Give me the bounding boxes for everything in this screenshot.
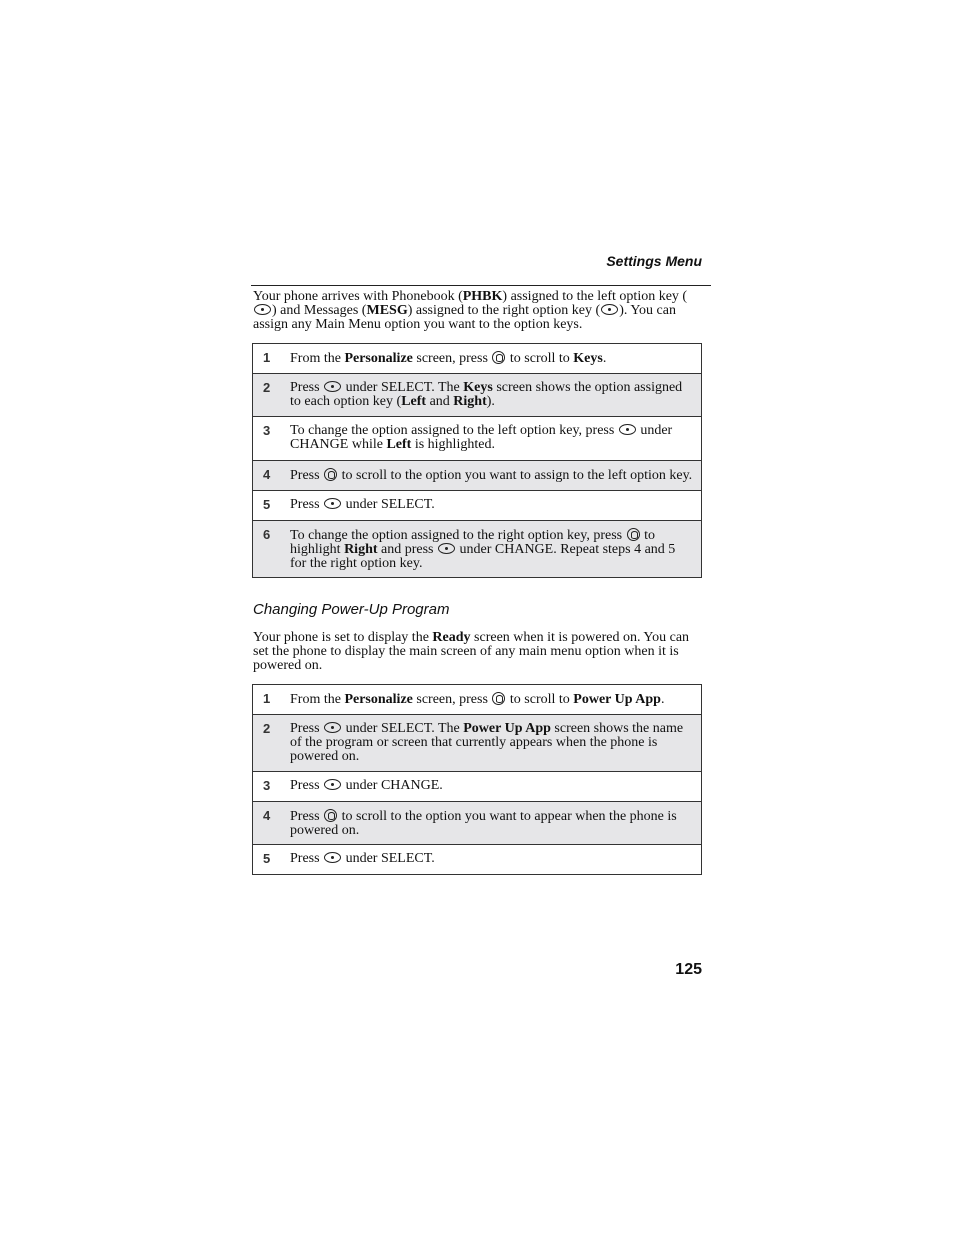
step-text — [290, 528, 695, 571]
running-header: Settings Menu — [606, 253, 702, 269]
text-run: Press — [290, 721, 324, 736]
text-run: From the — [290, 351, 345, 366]
text-run: under CHANGE. Repeat steps 4 and 5 for the right option key. — [290, 542, 676, 571]
step-number: 3 — [263, 423, 271, 438]
step-number: 2 — [263, 380, 271, 395]
table-row — [253, 772, 702, 802]
text-run: and — [426, 394, 454, 409]
step-number: 1 — [263, 691, 271, 706]
table-row — [253, 715, 702, 772]
step-number: 5 — [263, 497, 271, 512]
intro-text-1: Your phone arrives with Phonebook ( — [253, 289, 463, 304]
step-cell — [253, 715, 702, 772]
step-cell — [253, 344, 702, 374]
step-cell — [253, 685, 702, 715]
step-cell — [253, 491, 702, 521]
step-cell — [253, 845, 702, 875]
text-run: Press — [290, 809, 324, 824]
bold-run: Right — [453, 394, 487, 409]
step-number: 2 — [263, 721, 271, 736]
power-up-steps-table — [252, 684, 702, 875]
step-number: 4 — [263, 808, 271, 823]
bold-run: Ready — [432, 630, 471, 645]
text-run: screen, press — [412, 351, 492, 366]
intro-text-3: ) and Messages ( — [272, 303, 367, 318]
text-run: to scroll to the option you want to assign to the left option key. — [338, 468, 693, 483]
text-run: screen shows the name of the program or screen that currently appears when the phone is powered on. — [290, 721, 684, 764]
table-row — [253, 491, 702, 521]
option-key-icon — [324, 498, 341, 509]
table-row — [253, 802, 702, 845]
step-cell — [253, 802, 702, 845]
navigation-key-icon — [627, 528, 640, 541]
text-run: Your phone is set to display the — [253, 630, 433, 645]
table-row — [253, 685, 702, 715]
bold-run: Power Up App — [573, 692, 661, 707]
text-run: to scroll to — [506, 692, 574, 707]
text-run: is highlighted. — [411, 437, 495, 452]
text-run: To change the option assigned to the left option key, press — [290, 423, 618, 438]
text-run: From the — [290, 692, 345, 707]
text-run: to scroll to — [506, 351, 574, 366]
step-cell — [253, 772, 702, 802]
text-run: ). — [486, 394, 495, 409]
bold-run: Personalize — [344, 351, 413, 366]
text-run: under CHANGE while — [290, 423, 673, 452]
text-run: screen, press — [412, 692, 492, 707]
text-run: under SELECT. — [342, 497, 435, 512]
text-run: under CHANGE. — [342, 778, 443, 793]
intro-text-5: ). You can assign any Main Menu option you want to the option keys. — [253, 303, 676, 332]
step-number: 4 — [263, 467, 271, 482]
bold-run: Right — [344, 542, 378, 557]
bold-run: Left — [386, 437, 412, 452]
table-row — [253, 374, 702, 417]
text-run: to scroll to the option you want to appear when the phone is powered on. — [290, 809, 677, 838]
step-cell — [253, 521, 702, 578]
text-run: Press — [290, 468, 324, 483]
intro-bold-phbk: PHBK — [462, 289, 503, 304]
step-text — [290, 468, 692, 483]
step-text — [290, 498, 435, 512]
option-key-icon — [324, 381, 341, 392]
header-rule — [251, 285, 711, 286]
table-row — [253, 521, 702, 578]
text-run: To change the option assigned to the right option key, press — [290, 528, 626, 543]
option-key-icon — [619, 424, 636, 435]
table-row — [253, 461, 702, 491]
step-text — [290, 722, 695, 764]
table-row — [253, 845, 702, 875]
navigation-key-icon — [324, 468, 337, 481]
step-cell — [253, 417, 702, 461]
text-run: Press — [290, 497, 324, 512]
option-key-icon — [601, 304, 618, 315]
step-text — [290, 692, 664, 707]
step-number: 1 — [263, 350, 271, 365]
text-run: Press — [290, 851, 324, 866]
step-number: 5 — [263, 851, 271, 866]
step-text — [290, 809, 695, 838]
bold-run: Keys — [463, 380, 493, 395]
text-run: and press — [377, 542, 438, 557]
option-key-icon — [438, 543, 455, 554]
power-up-paragraph — [253, 631, 701, 673]
table-row — [253, 417, 702, 461]
bold-run: Power Up App — [463, 721, 551, 736]
text-run: screen when it is powered on. You can set the phone to display the main screen of any main menu option when it is powered on. — [253, 630, 690, 673]
text-run: under SELECT. The — [342, 380, 464, 395]
text-run: screen shows the option assigned to each option key ( — [290, 380, 683, 409]
text-run: to highlight — [290, 528, 655, 557]
option-key-icon — [324, 722, 341, 733]
navigation-key-icon — [492, 351, 505, 364]
text-run: . — [602, 351, 607, 366]
bold-run: Left — [401, 394, 427, 409]
step-text — [290, 424, 695, 452]
keys-steps-table — [252, 343, 702, 578]
intro-text-4: ) assigned to the right option key ( — [407, 303, 601, 318]
text-run: Press — [290, 778, 324, 793]
navigation-key-icon — [492, 692, 505, 705]
text-run: Press — [290, 380, 324, 395]
option-key-icon — [324, 779, 341, 790]
step-number: 3 — [263, 778, 271, 793]
step-cell — [253, 374, 702, 417]
text-run: under SELECT. — [342, 851, 435, 866]
step-text — [290, 351, 606, 366]
bold-run: Keys — [573, 351, 603, 366]
intro-text-2: ) assigned to the left option key ( — [502, 289, 688, 304]
table-row — [253, 344, 702, 374]
section-heading: Changing Power-Up Program — [253, 601, 450, 618]
option-key-icon — [324, 852, 341, 863]
text-run: . — [660, 692, 665, 707]
navigation-key-icon — [324, 809, 337, 822]
option-key-icon — [254, 304, 271, 315]
step-text — [290, 381, 695, 409]
step-number: 6 — [263, 527, 271, 542]
step-text — [290, 852, 435, 866]
bold-run: Personalize — [344, 692, 413, 707]
intro-paragraph — [253, 290, 701, 332]
step-text — [290, 779, 443, 793]
page-number: 125 — [675, 961, 702, 978]
intro-bold-mesg: MESG — [366, 303, 408, 318]
step-cell — [253, 461, 702, 491]
text-run: under SELECT. The — [342, 721, 464, 736]
